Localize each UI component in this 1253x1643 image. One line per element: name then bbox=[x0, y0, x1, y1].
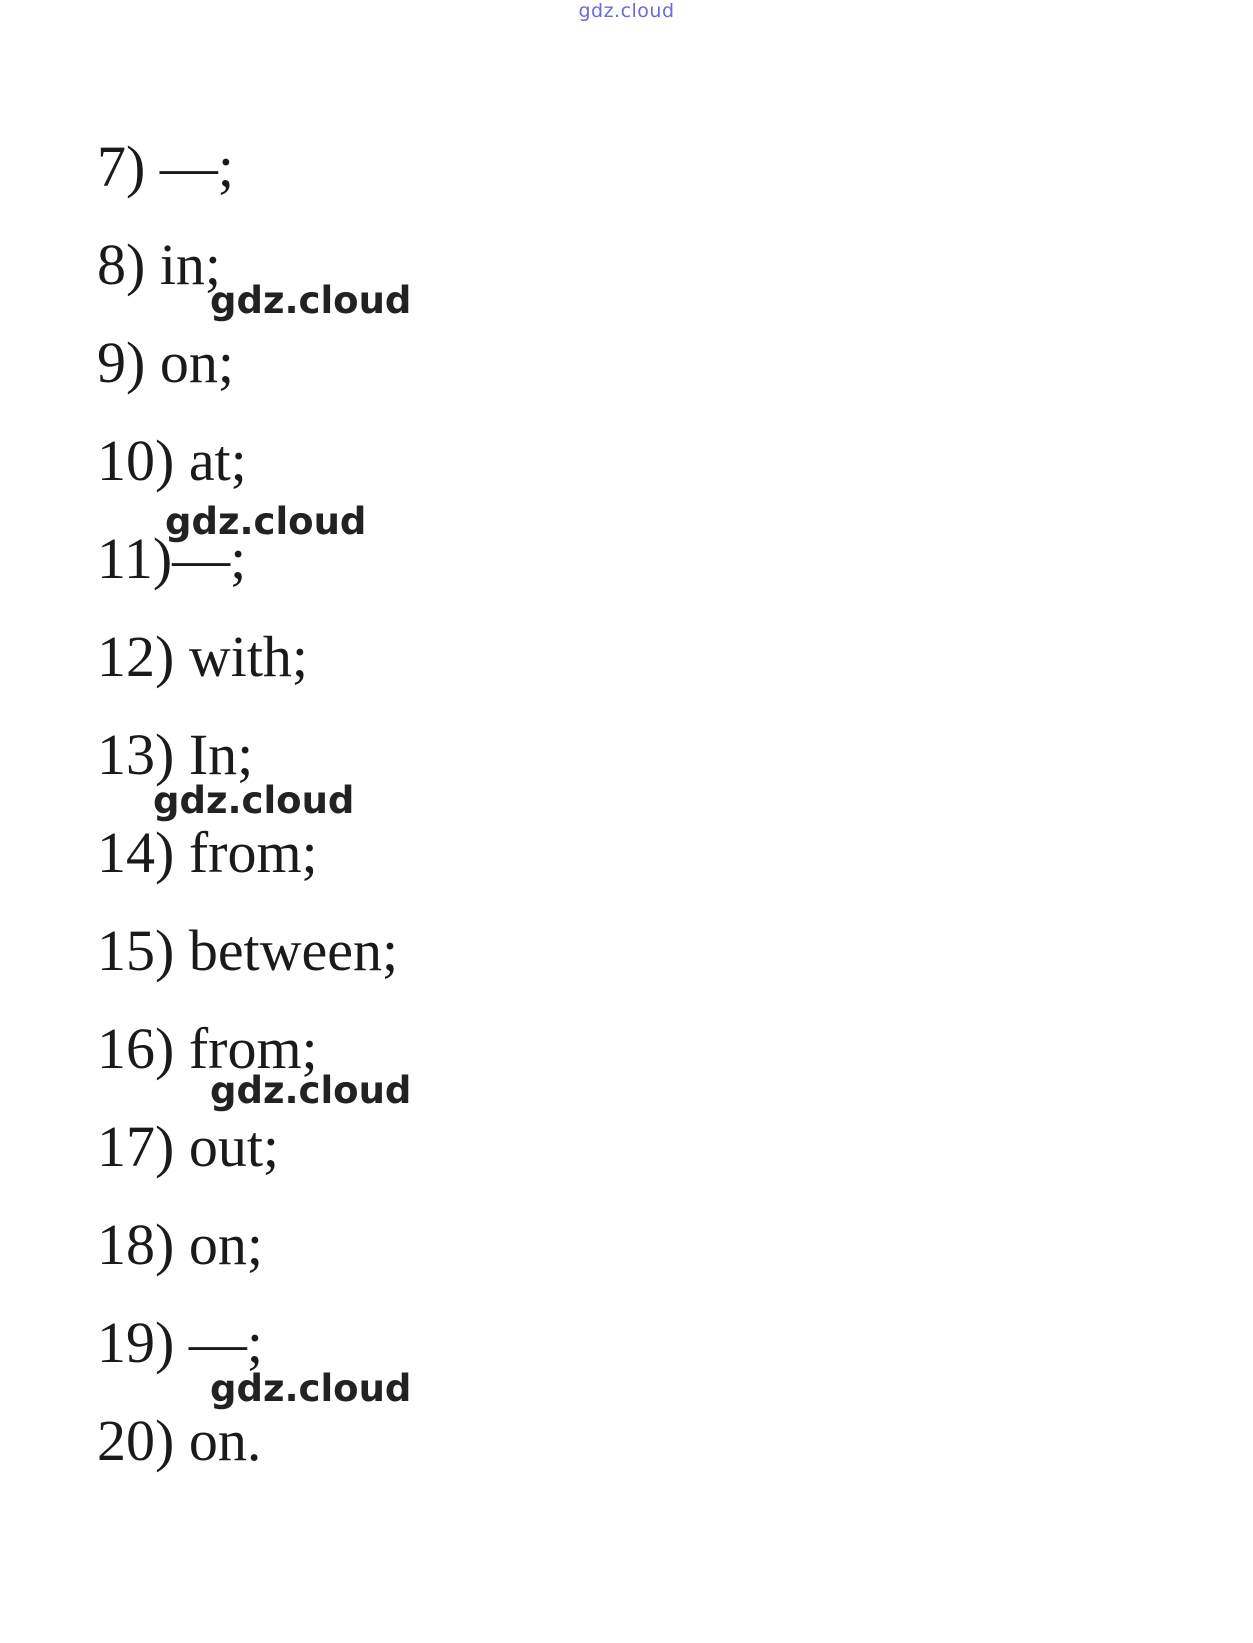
answer-8: 8) in; bbox=[97, 232, 222, 297]
answer-18: 18) on; bbox=[97, 1212, 263, 1277]
answer-10: 10) at; bbox=[97, 428, 247, 493]
watermark-overlay: gdz.cloud bbox=[165, 500, 367, 543]
answer-14: 14) from; bbox=[97, 820, 318, 885]
watermark-overlay: gdz.cloud bbox=[210, 1069, 412, 1112]
answer-13: 13) In; bbox=[97, 722, 254, 787]
answer-12: 12) with; bbox=[97, 624, 309, 689]
watermark-overlay: gdz.cloud bbox=[210, 279, 412, 322]
answer-20: 20) on. bbox=[97, 1408, 262, 1473]
answer-7: 7) —; bbox=[97, 134, 234, 199]
answer-16: 16) from; bbox=[97, 1016, 318, 1081]
watermark-overlay: gdz.cloud bbox=[153, 779, 355, 822]
header-watermark: gdz.cloud bbox=[578, 0, 675, 22]
answer-17: 17) out; bbox=[97, 1114, 280, 1179]
watermark-overlay: gdz.cloud bbox=[210, 1367, 412, 1410]
answer-15: 15) between; bbox=[97, 918, 399, 983]
answer-11: 11)—; bbox=[97, 526, 247, 591]
answer-9: 9) on; bbox=[97, 330, 234, 395]
answer-19: 19) —; bbox=[97, 1310, 263, 1375]
